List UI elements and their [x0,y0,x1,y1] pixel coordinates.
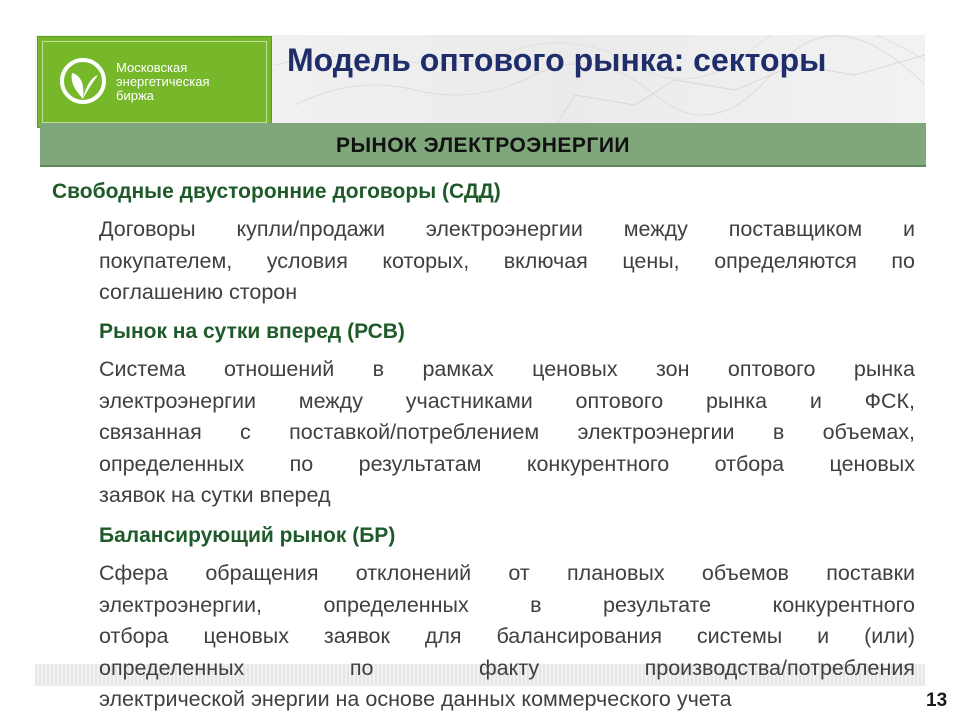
block-heading-rsv: Рынок на сутки вперед (РСВ) [99,320,405,343]
text-line: соглашению сторон [99,280,298,304]
text-line: Договоры купли/продажи электроэнергии между поставщиком и [99,217,915,241]
text-line: определенных по результатам конкурентного отбора ценовых [99,451,915,476]
text-line: покупателем, условия которых, включая цены, определяются по [99,248,915,273]
text-line: Сфера обращения отклонений от плановых объемов поставки [99,561,915,585]
text-line: заявок на сутки вперед [99,483,331,507]
logo-wordmark [116,61,210,103]
block-heading-sdd: Свободные двусторонние договоры (СДД) [52,180,501,203]
leaf-logo-icon [58,55,108,107]
block-heading-br: Балансирующий рынок (БР) [99,524,396,547]
slide-title: Модель оптового рынка: секторы [287,42,827,78]
logo-line-1: Московская [116,60,188,75]
text-line: электрической энергии на основе данных коммерческого учета [99,687,732,711]
section-bar [40,123,926,167]
block-text-br [99,558,915,716]
text-line: связанная с поставкой/потреблением электроэнергии в объемах, [99,420,915,444]
block-text-sdd [99,214,915,309]
text-line: отбора ценовых заявок для балансирования системы и (или) [99,624,915,648]
logo-line-3: биржа [116,88,154,103]
section-title: РЫНОК ЭЛЕКТРОЭНЕРГИИ [335,134,631,157]
text-line: определенных по факту производства/потребления [99,655,915,680]
text-line: электроэнергии между участниками оптового рынка и ФСК, [99,388,915,413]
block-text-rsv [99,354,915,512]
page-number: 13 [926,690,948,711]
text-line: электроэнергии, определенных в результате конкурентного [99,592,915,617]
text-line: Система отношений в рамках ценовых зон оптового рынка [99,357,915,381]
logo-line-2: энергетическая [116,74,210,89]
exchange-logo [37,36,272,128]
